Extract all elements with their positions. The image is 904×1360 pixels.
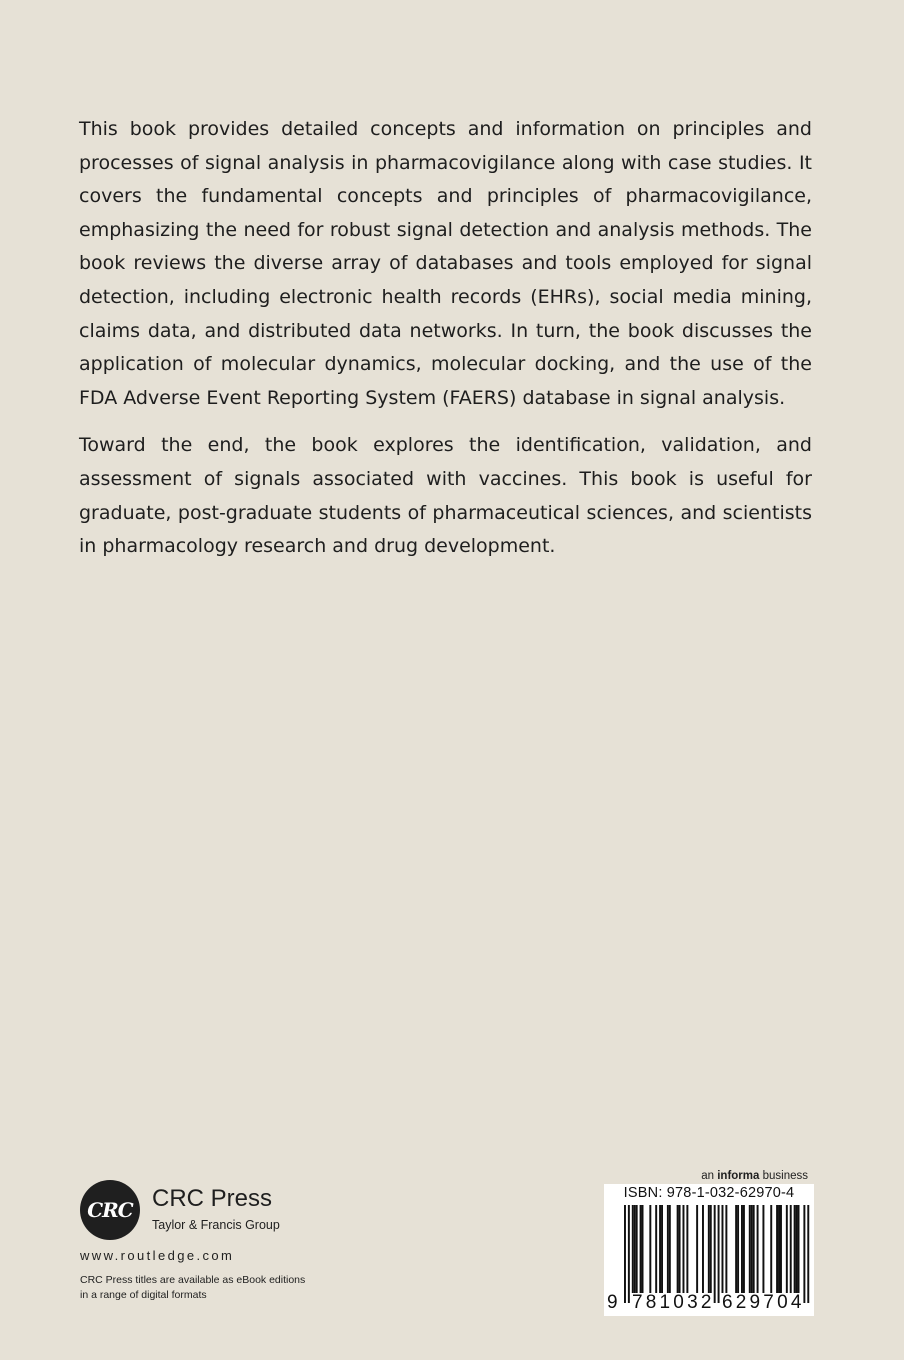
barcode-bar: [762, 1205, 764, 1293]
barcode-guard-bar: [714, 1205, 716, 1303]
barcode-bar: [679, 1205, 681, 1293]
barcode-bar: [655, 1205, 657, 1293]
barcode-guard-bar: [624, 1205, 626, 1303]
barcode-bar: [640, 1205, 642, 1293]
isbn-number: ISBN: 978-1-032-62970-4: [623, 1185, 795, 1201]
barcode-bar: [667, 1205, 669, 1293]
barcode-bar: [790, 1205, 792, 1293]
barcode-bar: [634, 1205, 636, 1293]
barcode-guard-bar: [628, 1205, 630, 1303]
barcode-bar: [751, 1205, 753, 1293]
barcode-bar: [659, 1205, 661, 1293]
blurb-paragraph-2: Toward the end, the book explores the identification, validation, and assessment of signals associated with vaccines. This book is useful for graduate, post-graduate students of pharmaceutical sciences, and scientists in pharmacology research and drug development.: [79, 434, 812, 558]
barcode-bar: [649, 1205, 651, 1293]
barcode: [604, 1184, 814, 1316]
barcode-bar: [796, 1205, 798, 1293]
barcode-bar: [725, 1205, 727, 1293]
publisher-name: CRC Press: [152, 1185, 273, 1212]
barcode-bar: [669, 1205, 671, 1293]
barcode-bar: [722, 1205, 724, 1293]
barcode-bar: [749, 1205, 751, 1293]
barcode-bar: [702, 1205, 704, 1293]
barcode-digits: [604, 1292, 814, 1314]
barcode-bar: [794, 1205, 796, 1293]
barcode-bar: [710, 1205, 712, 1293]
barcode-bar: [757, 1205, 759, 1293]
barcode-bar: [770, 1205, 772, 1293]
barcode-bar: [737, 1205, 739, 1293]
barcode-bar: [661, 1205, 663, 1293]
barcode-bar: [642, 1205, 644, 1293]
barcode-bar: [735, 1205, 737, 1293]
ebook-note-line-2: in a range of digital formats: [80, 1289, 207, 1301]
barcode-digits-right: 629704: [722, 1292, 805, 1313]
publisher-logo: [80, 1180, 340, 1240]
blurb-paragraph-1: This book provides detailed concepts and information on principles and processes of signal analysis in pharmacovigilance along with case studies. It covers the fundamental concepts and principles of pharmacovigilance, emphasizing the need for robust signal detection and analysis methods. The book reviews the diverse array of databases and tools employed for signal detection, including electronic health records (EHRs), social media mining, claims data, and distributed data networks. In turn, the book discusses the application of molecular dynamics, molecular docking, and the use of the FDA Adverse Event Reporting System (FAERS) database in signal analysis.: [79, 118, 812, 409]
barcode-bar: [786, 1205, 788, 1293]
barcode-guard-bar: [718, 1205, 720, 1303]
barcode-bar: [780, 1205, 782, 1293]
barcode-bar: [632, 1205, 634, 1293]
barcode-bar: [743, 1205, 745, 1293]
tagline-brand: informa: [717, 1170, 760, 1182]
barcode-bar: [683, 1205, 685, 1293]
barcode-bar: [753, 1205, 755, 1293]
tagline-suffix: business: [759, 1170, 808, 1182]
barcode-digit-first: 9: [607, 1292, 618, 1313]
informa-tagline: [604, 1168, 814, 1184]
barcode-bar: [696, 1205, 698, 1293]
ebook-note-line-1: CRC Press titles are available as eBook editions: [80, 1274, 306, 1286]
barcode-bar: [776, 1205, 778, 1293]
barcode-bar: [708, 1205, 710, 1293]
publisher-block: [80, 1180, 340, 1303]
publisher-group: Taylor & Francis Group: [152, 1218, 280, 1232]
barcode-digits-left: 781032: [632, 1292, 715, 1313]
barcode-bar: [798, 1205, 800, 1293]
back-cover-blurb: [79, 113, 812, 564]
barcode-bar: [741, 1205, 743, 1293]
publisher-website: www.routledge.com: [80, 1248, 235, 1263]
barcode-guard-bar: [807, 1205, 809, 1303]
barcode-bar: [778, 1205, 780, 1293]
ebook-note: [80, 1273, 340, 1303]
tagline-prefix: an: [701, 1170, 718, 1182]
barcode-block: [604, 1168, 814, 1316]
barcode-bar: [677, 1205, 679, 1293]
barcode-bar: [636, 1205, 638, 1293]
barcode-bar: [686, 1205, 688, 1293]
barcode-guard-bar: [803, 1205, 805, 1303]
crc-logo-icon: CRC: [80, 1180, 140, 1240]
